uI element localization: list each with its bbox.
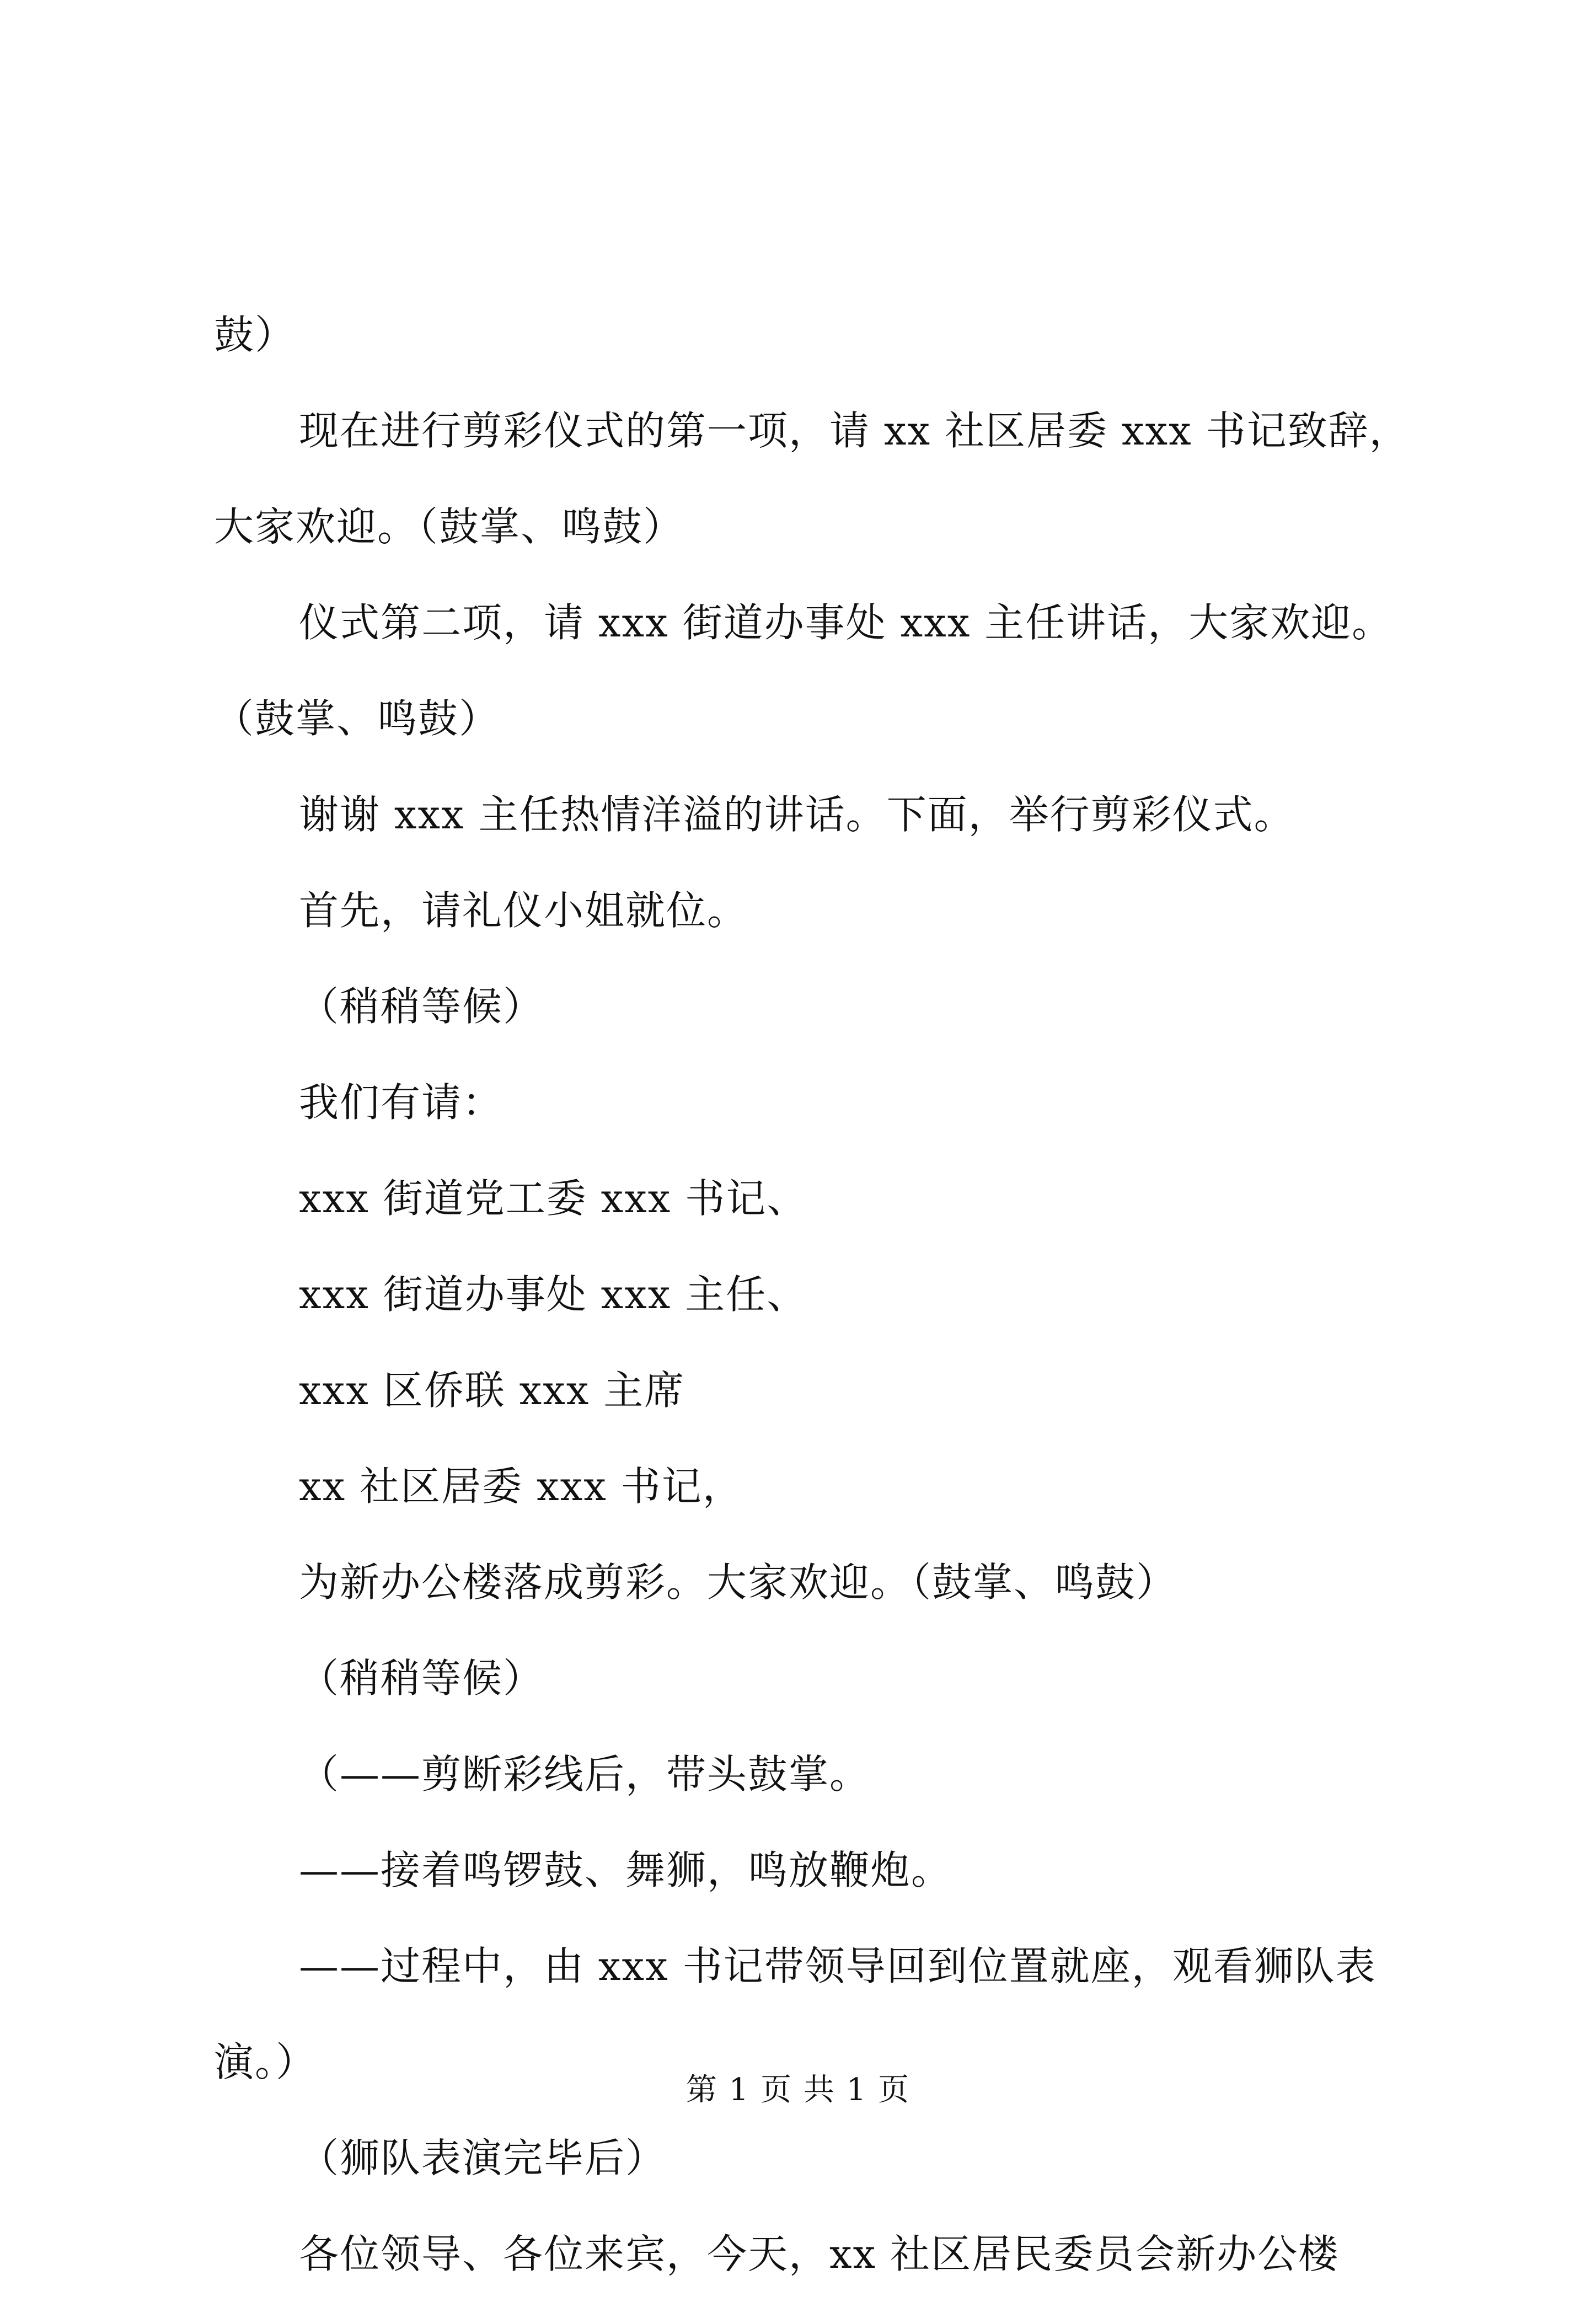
text-line: ——过程中，由 xxx 书记带领导回到位置就座，观看狮队表	[299, 1943, 1377, 1989]
text-line: xxx 街道办事处 xxx 主任、	[299, 1271, 808, 1318]
text-line: 仪式第二项，请 xxx 街道办事处 xxx 主任讲话，大家欢迎。	[299, 599, 1393, 646]
text-line: 谢谢 xxx 主任热情洋溢的讲话。下面，举行剪彩仪式。	[299, 791, 1295, 838]
text-line: （稍稍等候）	[299, 1655, 544, 1701]
text-line: 我们有请：	[299, 1079, 504, 1126]
text-line: 大家欢迎。（鼓掌、鸣鼓）	[214, 504, 684, 550]
text-line: 各位领导、各位来宾，今天，xx 社区居民委员会新办公楼	[299, 2231, 1340, 2277]
page-number-footer: 第 1 页 共 1 页	[685, 2072, 911, 2108]
text-line: xxx 区侨联 xxx 主席	[299, 1367, 685, 1414]
text-line: （——剪断彩线后，带头鼓掌。	[299, 1751, 871, 1797]
text-line: xx 社区居委 xxx 书记，	[299, 1463, 743, 1509]
text-line: 演。）	[214, 2039, 317, 2085]
document-body	[214, 287, 1410, 2302]
text-line: xxx 街道党工委 xxx 书记、	[299, 1175, 808, 1222]
text-line: ——接着鸣锣鼓、舞狮，鸣放鞭炮。	[299, 1847, 952, 1893]
text-line: 鼓）	[214, 312, 296, 358]
text-line: （稍稍等候）	[299, 983, 544, 1030]
text-line: 为新办公楼落成剪彩。大家欢迎。（鼓掌、鸣鼓）	[299, 1559, 1177, 1605]
text-line: （鼓掌、鸣鼓）	[214, 695, 500, 742]
text-line: 现在进行剪彩仪式的第一项，请 xx 社区居委 xxx 书记致辞，	[299, 408, 1410, 454]
text-line: 首先，请礼仪小姐就位。	[299, 887, 748, 934]
text-line: （狮队表演完毕后）	[299, 2135, 667, 2181]
